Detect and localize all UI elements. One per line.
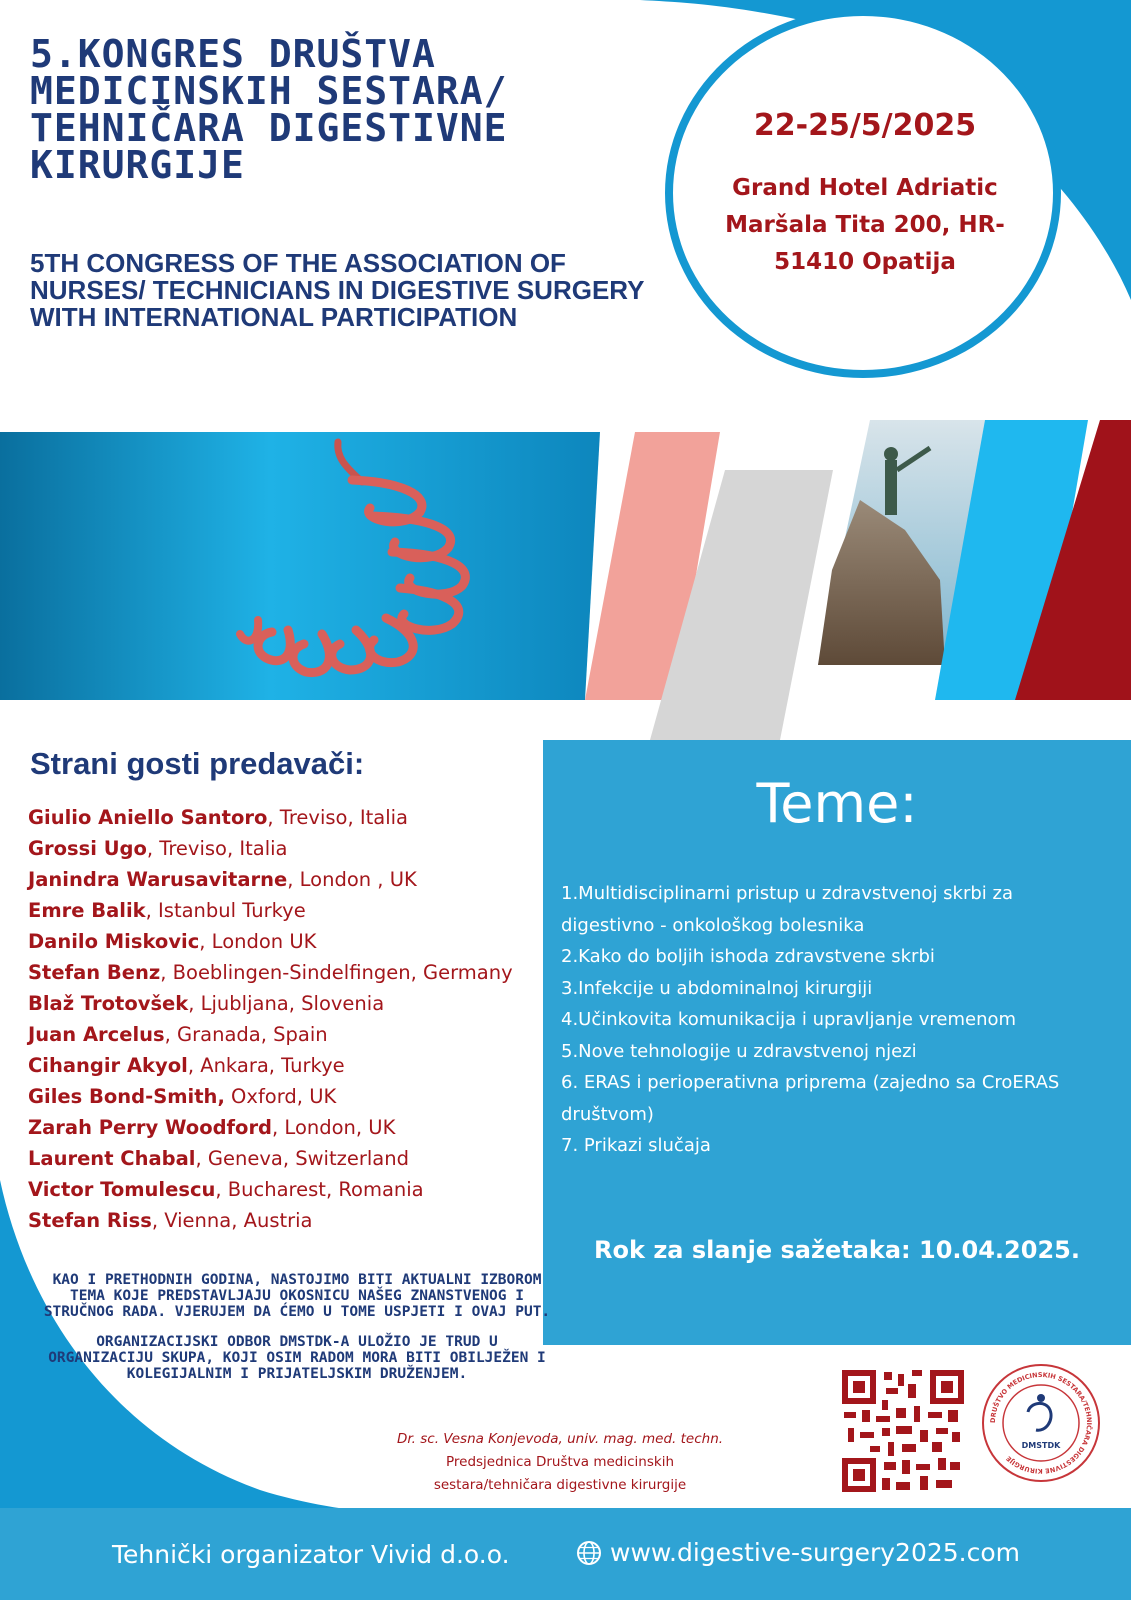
speaker-item [28, 864, 548, 895]
globe-icon [576, 1540, 602, 1566]
signature-block [350, 1428, 770, 1497]
title-english [30, 250, 690, 331]
speaker-location: , Istanbul Turkye [145, 899, 306, 922]
speaker-item [28, 1112, 548, 1143]
speaker-item [28, 1081, 548, 1112]
topic-item: 5.Nove tehnologije u zdravstvenoj njezi [561, 1040, 917, 1062]
speaker-name: Danilo Miskovic [28, 930, 200, 953]
topic-item: 3.Infekcije u abdominalnoj kirurgiji [561, 977, 873, 999]
technical-organizer: Tehnički organizator Vivid d.o.o. [112, 1540, 510, 1569]
venue-line: 51410 Opatija [774, 249, 956, 275]
speaker-item [28, 802, 548, 833]
speaker-location: , Ankara, Turkye [187, 1054, 345, 1077]
speaker-item [28, 926, 548, 957]
banner-blue-panel [0, 432, 600, 700]
speaker-location: , Geneva, Switzerland [195, 1147, 409, 1170]
event-venue [690, 170, 1040, 281]
speaker-location: , Treviso, Italia [146, 837, 288, 860]
speaker-name: Stefan Riss [28, 1209, 152, 1232]
title-en-line: WITH INTERNATIONAL PARTICIPATION [30, 302, 518, 332]
speaker-item [28, 1143, 548, 1174]
venue-line: Maršala Tita 200, HR- [725, 212, 1005, 238]
dmstdk-logo-icon [980, 1362, 1102, 1484]
speaker-name: Victor Tomulescu [28, 1178, 216, 1201]
president-message [42, 1272, 552, 1396]
speaker-name: Cihangir Akyol [28, 1054, 188, 1077]
signature-name: Dr. sc. Vesna Konjevoda, univ. mag. med. techn. [396, 1431, 724, 1447]
speaker-location: , Ljubljana, Slovenia [188, 992, 385, 1015]
speaker-name: Blaž Trotovšek [28, 992, 189, 1015]
speaker-item [28, 1174, 548, 1205]
topics-list [561, 878, 1106, 1162]
event-date: 22-25/5/2025 [753, 108, 977, 143]
speaker-location: , Boeblingen-Sindelfingen, Germany [160, 961, 513, 984]
title-croatian [30, 32, 670, 187]
speaker-location: , London UK [199, 930, 317, 953]
abstract-deadline: Rok za slanje sažetaka: 10.04.2025. [594, 1236, 1080, 1264]
website-url[interactable]: www.digestive-surgery2025.com [610, 1538, 1021, 1567]
speaker-item [28, 1019, 548, 1050]
speaker-location: , Vienna, Austria [151, 1209, 313, 1232]
website-link[interactable] [576, 1538, 1020, 1567]
speaker-name: Juan Arcelus [28, 1023, 165, 1046]
speaker-name: Emre Balik [28, 899, 146, 922]
topic-item: 4.Učinkovita komunikacija i upravljanje vremenom [561, 1009, 1017, 1030]
speaker-location: Oxford, UK [224, 1085, 337, 1108]
venue-line: Grand Hotel Adriatic [732, 175, 998, 201]
topic-item: 1.Multidisciplinarni pristup u zdravstvenoj skrbi za digestivno - onkološkog bolesnika [561, 883, 1013, 936]
logo-center-text: DMSTDK [1021, 1441, 1061, 1450]
speaker-item [28, 895, 548, 926]
speaker-name: Laurent Chabal [28, 1147, 196, 1170]
title-hr-line: 5.KONGRES DRUŠTVA [30, 32, 436, 76]
logo-arc-text: DRUŠTVO MEDICINSKIH SESTARA/TEHNIČARA DIGESTIVNE KIRURGIJE [988, 1370, 1094, 1476]
title-hr-line: KIRURGIJE [30, 143, 245, 187]
speaker-location: , Granada, Spain [164, 1023, 328, 1046]
message-paragraph: KAO I PRETHODNIH GODINA, NASTOJIMO BITI AKTUALNI IZBOROM TEMA KOJE PREDSTAVLJAJU OKOSNICU NAŠEG ZNANSTVENOG I STRUČNOG RADA. VJERUJEM DA ĆEMO U TOME USPJETI I OVAJ PUT. [43, 1272, 551, 1320]
topic-item: 7. Prikazi slučaja [561, 1135, 711, 1156]
speaker-item [28, 957, 548, 988]
qr-code[interactable] [842, 1370, 964, 1492]
speakers-list [28, 802, 548, 1236]
signature-role: sestara/tehničara digestivne kirurgije [433, 1477, 687, 1493]
speaker-location: , Treviso, Italia [267, 806, 408, 829]
title-hr-line: MEDICINSKIH SESTARA/ [30, 69, 508, 113]
speaker-location: , London , UK [287, 868, 417, 891]
signature-role: Predsjednica Društva medicinskih [445, 1454, 675, 1470]
message-paragraph: ORGANIZACIJSKI ODBOR DMSTDK-A ULOŽIO JE TRUD U ORGANIZACIJU SKUPA, KOJI OSIM RADOM MORA BITI OBILJEŽEN I KOLEGIJALNIM I PRIJATELJSKIM DRUŽENJEM. [48, 1334, 546, 1382]
topic-item: 2.Kako do boljih ishoda zdravstvene skrbi [561, 946, 935, 967]
title-en-line: 5TH CONGRESS OF THE ASSOCIATION OF [30, 248, 566, 278]
speaker-name: Janindra Warusavitarne [28, 868, 288, 891]
speaker-location: , Bucharest, Romania [215, 1178, 424, 1201]
topics-heading: Teme: [756, 772, 918, 835]
speaker-name: Grossi Ugo [28, 837, 147, 860]
speaker-name: Giles Bond-Smith, [28, 1085, 225, 1108]
banner-illustration [0, 420, 1131, 740]
title-hr-line: TEHNIČARA DIGESTIVNE [30, 106, 508, 150]
speaker-name: Giulio Aniello Santoro [28, 806, 268, 829]
topic-item: 6. ERAS i perioperativna priprema (zajedno sa CroERAS društvom) [561, 1072, 1060, 1125]
speaker-item [28, 833, 548, 864]
speaker-item [28, 1205, 548, 1236]
speaker-name: Stefan Benz [28, 961, 161, 984]
speaker-item [28, 988, 548, 1019]
speaker-name: Zarah Perry Woodford [28, 1116, 273, 1139]
speaker-item [28, 1050, 548, 1081]
speaker-location: , London, UK [272, 1116, 396, 1139]
speakers-heading: Strani gosti predavači: [30, 746, 365, 781]
title-en-line: NURSES/ TECHNICIANS IN DIGESTIVE SURGERY [30, 275, 645, 305]
